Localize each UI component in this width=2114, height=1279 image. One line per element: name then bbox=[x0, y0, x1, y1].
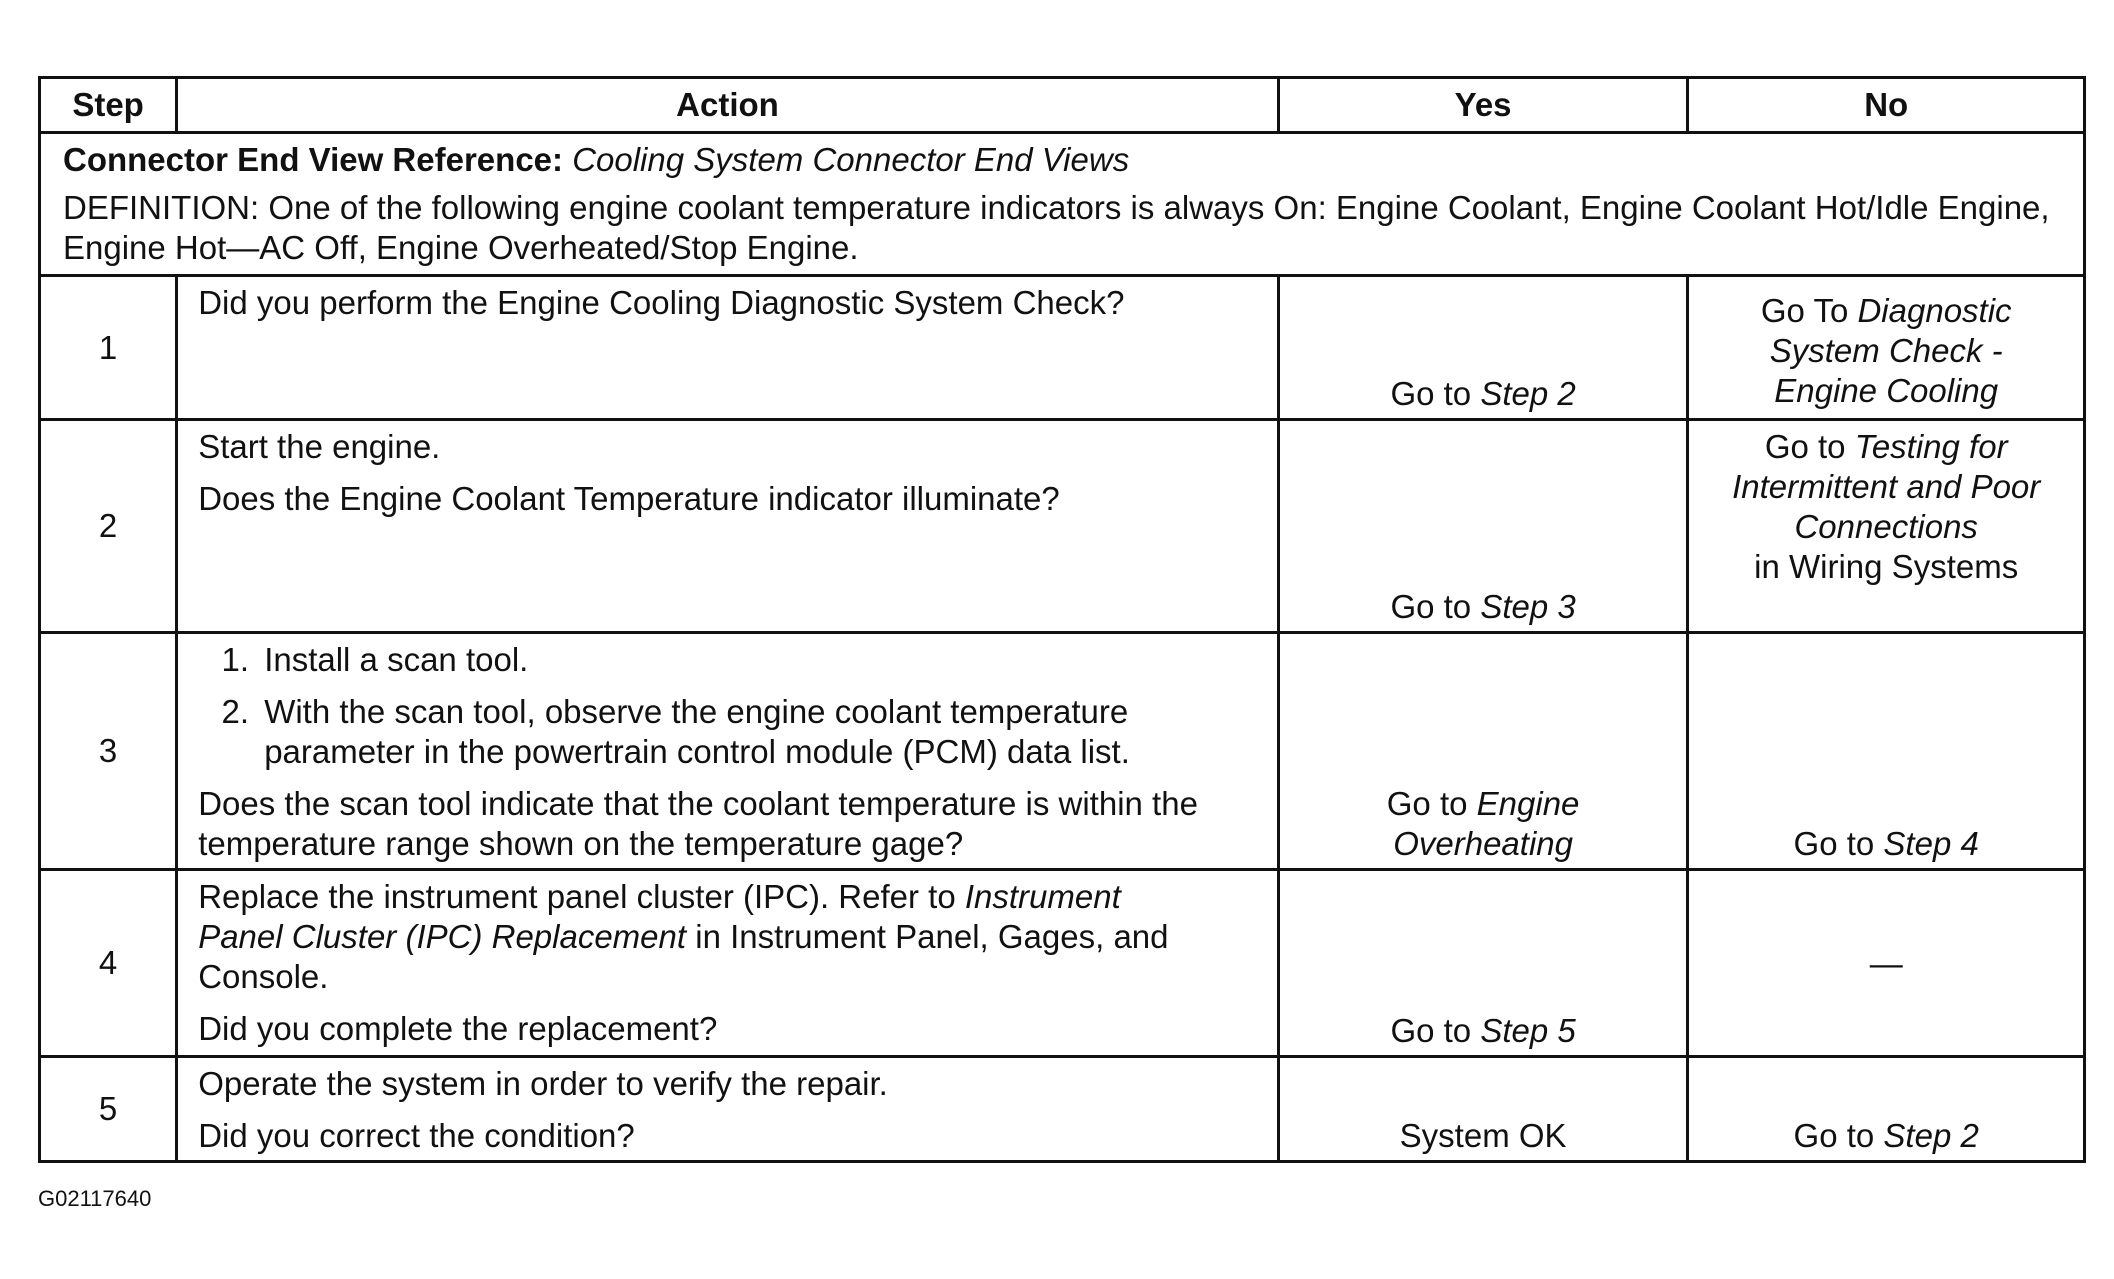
header-step: Step bbox=[40, 78, 177, 133]
action-cell bbox=[177, 276, 1279, 420]
action-prefix: Replace the instrument panel cluster (IPC). Refer to bbox=[198, 878, 965, 915]
yes-prefix: Go to bbox=[1390, 1012, 1481, 1049]
diagnostic-table bbox=[38, 76, 2086, 1163]
reference-lead: Connector End View Reference: bbox=[63, 141, 564, 178]
no-link[interactable]: Testing for Intermittent and Poor Connections bbox=[1732, 428, 2041, 545]
no-suffix: in Wiring Systems bbox=[1754, 548, 2019, 585]
definition-text: DEFINITION: One of the following engine coolant temperature indicators is always On: Engine Coolant, Engine Coolant Hot/Idle Engine, Engine Hot—AC Off, Engine Overheated/Stop Engine. bbox=[63, 189, 2050, 266]
no-cell bbox=[1688, 420, 2085, 633]
action-instruction: Start the engine. bbox=[198, 428, 441, 465]
list-item: 2. With the scan tool, observe the engine coolant temperature parameter in the powertrain control module (PCM) data list. bbox=[258, 692, 1257, 772]
connector-reference bbox=[63, 140, 2063, 180]
no-prefix: Go to bbox=[1793, 825, 1884, 862]
action-question: Does the scan tool indicate that the coolant temperature is within the temperature range shown on the temperature gage? bbox=[198, 785, 1198, 862]
table-row bbox=[40, 1057, 2085, 1162]
yes-link[interactable]: Step 5 bbox=[1480, 1012, 1576, 1049]
reference-row bbox=[40, 133, 2085, 276]
action-cell bbox=[177, 633, 1279, 870]
no-link[interactable]: Diagnostic System Check - Engine Cooling bbox=[1769, 292, 2012, 409]
yes-prefix: Go to bbox=[1390, 588, 1481, 625]
yes-link[interactable]: Step 2 bbox=[1480, 375, 1576, 412]
yes-cell bbox=[1278, 870, 1688, 1057]
list-item: 1. Install a scan tool. bbox=[258, 640, 1257, 680]
step-number: 4 bbox=[40, 870, 177, 1057]
yes-prefix: Go to bbox=[1386, 785, 1477, 822]
yes-cell bbox=[1278, 420, 1688, 633]
step-number: 1 bbox=[40, 276, 177, 420]
header-action: Action bbox=[177, 78, 1279, 133]
yes-link[interactable]: Engine Overheating bbox=[1393, 785, 1580, 862]
yes-cell bbox=[1278, 276, 1688, 420]
table-row bbox=[40, 870, 2085, 1057]
header-no: No bbox=[1688, 78, 2085, 133]
action-suffix: in Instrument Panel, Gages, and Console. bbox=[198, 918, 1169, 995]
figure-id: G02117640 bbox=[38, 1186, 152, 1211]
table-row bbox=[40, 276, 2085, 420]
table-row bbox=[40, 420, 2085, 633]
reference-link[interactable]: Cooling System Connector End Views bbox=[572, 141, 1130, 178]
action-question: Did you correct the condition? bbox=[198, 1117, 635, 1154]
action-question: Did you perform the Engine Cooling Diagnostic System Check? bbox=[198, 284, 1125, 321]
no-cell: — bbox=[1688, 870, 2085, 1057]
no-prefix: Go to bbox=[1793, 1117, 1884, 1154]
action-cell bbox=[177, 870, 1279, 1057]
table-row bbox=[40, 633, 2085, 870]
header-yes: Yes bbox=[1278, 78, 1688, 133]
yes-prefix: Go to bbox=[1390, 375, 1481, 412]
yes-cell bbox=[1278, 633, 1688, 870]
no-link[interactable]: Step 2 bbox=[1883, 1117, 1979, 1154]
action-instruction: Operate the system in order to verify the repair. bbox=[198, 1065, 888, 1102]
no-cell bbox=[1688, 276, 2085, 420]
action-instruction bbox=[198, 877, 1257, 997]
no-prefix: Go to bbox=[1764, 428, 1855, 465]
action-cell bbox=[177, 1057, 1279, 1162]
no-cell bbox=[1688, 1057, 2085, 1162]
action-cell bbox=[177, 420, 1279, 633]
yes-link[interactable]: Step 3 bbox=[1480, 588, 1576, 625]
action-question: Does the Engine Coolant Temperature indicator illuminate? bbox=[198, 480, 1060, 517]
instruction-list bbox=[198, 640, 1257, 772]
action-link[interactable]: Instrument Panel Cluster (IPC) Replacement bbox=[198, 878, 1121, 955]
no-prefix: Go To bbox=[1760, 292, 1858, 329]
no-link[interactable]: Step 4 bbox=[1883, 825, 1979, 862]
no-cell bbox=[1688, 633, 2085, 870]
action-question: Did you complete the replacement? bbox=[198, 1010, 718, 1047]
reference-cell bbox=[40, 133, 2085, 276]
yes-cell: System OK bbox=[1278, 1057, 1688, 1162]
step-number: 3 bbox=[40, 633, 177, 870]
header-row bbox=[40, 78, 2085, 133]
step-number: 5 bbox=[40, 1057, 177, 1162]
step-number: 2 bbox=[40, 420, 177, 633]
